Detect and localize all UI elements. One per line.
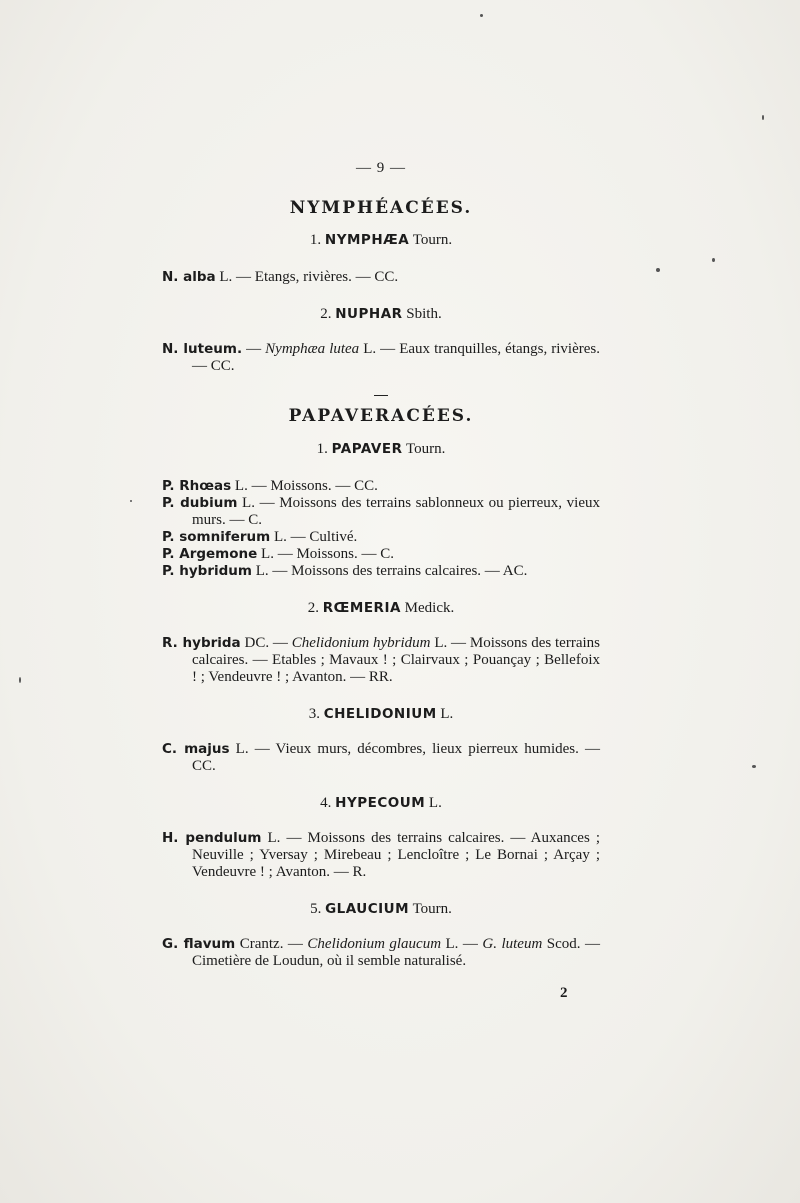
species-entry-n-luteum [162, 341, 600, 375]
species-text: L. — Moissons. — CC. [231, 478, 378, 494]
species-pre: — [242, 341, 266, 357]
section-divider [374, 395, 388, 396]
genus-name: NYMPHÆA [324, 232, 410, 248]
page-content [162, 160, 600, 970]
genus-author: L. [440, 706, 454, 722]
scan-speck [480, 14, 483, 17]
genus-name: PAPAVER [331, 441, 403, 457]
genus-heading-chelidonium [162, 706, 600, 723]
species-name: N. alba [162, 269, 216, 285]
species-text: L. — [441, 936, 483, 952]
species-name: C. majus [162, 741, 230, 757]
genus-heading-roemeria [162, 600, 600, 617]
genus-heading-papaver [162, 441, 600, 458]
species-name: P. somniferum [162, 529, 271, 545]
genus-author: Medick. [404, 600, 455, 616]
species-entry-p-hybridum [162, 563, 600, 580]
scan-speck [130, 500, 132, 502]
genus-number: 2. [307, 600, 319, 616]
species-name: P. dubium [162, 495, 238, 511]
genus-author: L. [428, 795, 442, 811]
species-synonym: Chelidonium hybridum [291, 635, 431, 651]
species-entry-p-rhoeas [162, 478, 600, 495]
genus-number: 5. [310, 901, 322, 917]
species-entry-g-flavum [162, 936, 600, 970]
scan-speck [712, 258, 715, 262]
species-synonym: Nymphæa lutea [265, 341, 360, 357]
genus-name: NUPHAR [335, 306, 403, 322]
species-text: L. — Eaux tranquilles, étangs, rivières. — CC. [192, 341, 601, 374]
species-entry-p-argemone [162, 546, 600, 563]
scan-speck [19, 677, 21, 683]
genus-name: CHELIDONIUM [323, 706, 437, 722]
genus-name: RŒMERIA [322, 600, 401, 616]
species-name: R. hybrida [162, 635, 241, 651]
genus-name: HYPECOUM [335, 795, 426, 811]
genus-number: 4. [320, 795, 332, 811]
scan-speck [762, 115, 764, 120]
species-text: L. — Moissons. — C. [257, 546, 394, 562]
species-name: P. hybridum [162, 563, 252, 579]
genus-author: Tourn. [412, 232, 453, 248]
species-entry-c-majus [162, 741, 600, 775]
genus-heading-nuphar [162, 306, 600, 323]
family-title-papaveracees: PAPAVERACÉES. [288, 406, 474, 426]
species-entry-p-dubium [162, 495, 600, 529]
genus-heading-hypecoum [162, 795, 600, 812]
species-entry-h-pendulum [162, 830, 600, 881]
species-text: L. — Moissons des terrains calcaires. — Auxances ; Neuville ; Yversay ; Mirebeau ; Lencloître ; Le Bornai ; Arçay ; Vendeuvre ! ; Avanton. — R. [192, 830, 601, 880]
genus-number: 1. [316, 441, 328, 457]
species-text: L. — Cultivé. [270, 529, 358, 545]
signature-mark: 2 [560, 985, 568, 1001]
scan-speck [656, 268, 660, 272]
genus-heading-nymphaea [162, 232, 600, 249]
family-title-nympheacees: NYMPHÉACÉES. [289, 198, 473, 218]
page-number: — 9 — [356, 160, 406, 176]
species-entry-p-somniferum [162, 529, 600, 546]
species-text: L. — Etangs, rivières. — CC. [215, 269, 399, 285]
genus-name: GLAUCIUM [325, 901, 410, 917]
species-pre: DC. — [240, 635, 292, 651]
species-name: H. pendulum [162, 830, 262, 846]
genus-author: Tourn. [405, 441, 446, 457]
species-name: N. luteum. [162, 341, 243, 357]
genus-heading-glaucium [162, 901, 600, 918]
genus-author: Sbith. [406, 306, 442, 322]
genus-number: 2. [320, 306, 332, 322]
species-entry-n-alba [162, 269, 600, 286]
species-text-2: Scod. — Cimetière de Loudun, où il semble naturalisé. [192, 936, 601, 969]
species-name: G. flavum [162, 936, 236, 952]
species-text: L. — Moissons des terrains calcaires. — AC. [251, 563, 528, 579]
species-text: L. — Moissons des terrains sablonneux ou pierreux, vieux murs. — C. [192, 495, 600, 528]
scan-speck [752, 765, 756, 768]
species-name: P. Argemone [162, 546, 258, 562]
species-text: L. — Moissons des terrains calcaires. — Etables ; Mavaux ! ; Clairvaux ; Pouançay ; Bellefoix ! ; Vendeuvre ! ; Avanton. — RR. [192, 635, 600, 685]
genus-number: 3. [308, 706, 320, 722]
species-synonym: Chelidonium glaucum [307, 936, 442, 952]
species-synonym-2: G. luteum [482, 936, 543, 952]
species-text: L. — Vieux murs, décombres, lieux pierreux humides. — CC. [192, 741, 601, 774]
species-entry-r-hybrida [162, 635, 600, 686]
species-name: P. Rhœas [162, 478, 232, 494]
species-pre: Crantz. — [235, 936, 308, 952]
genus-author: Tourn. [412, 901, 452, 917]
genus-number: 1. [309, 232, 322, 248]
